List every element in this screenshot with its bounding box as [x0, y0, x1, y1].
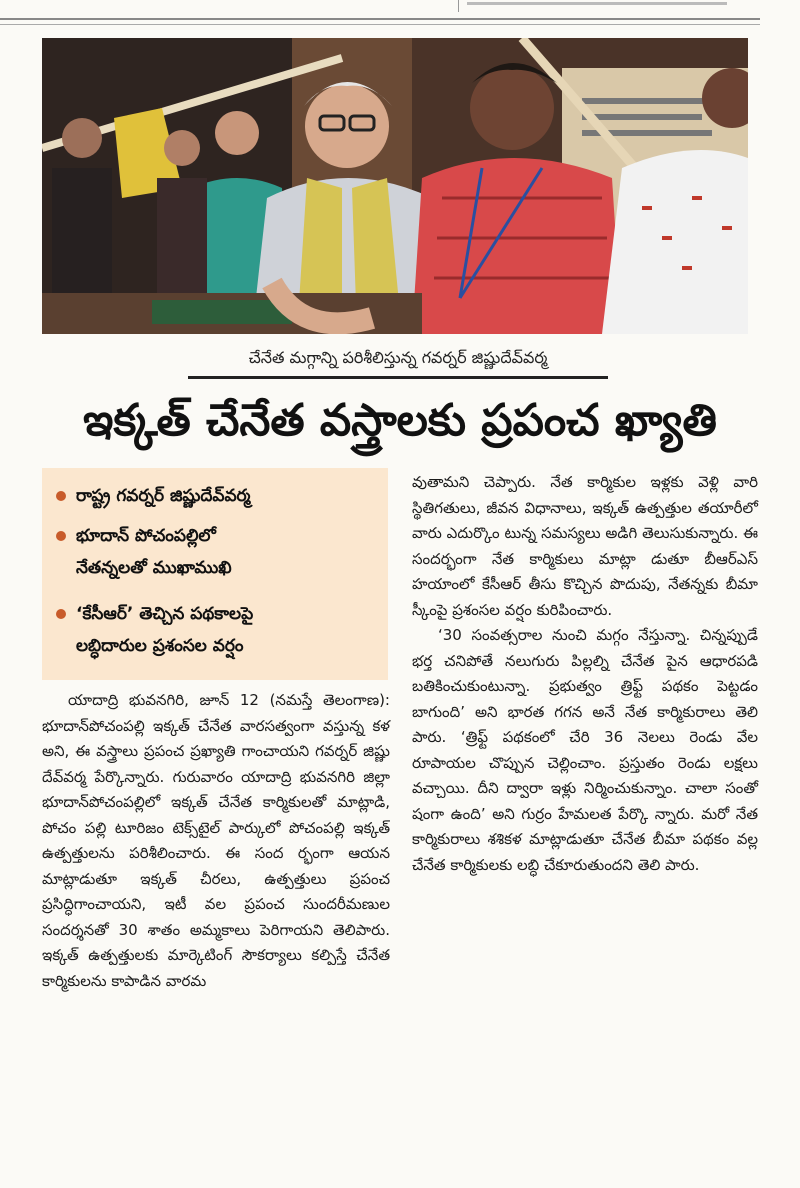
highlight-text-cont: నేతన్నలతో ముఖాముఖి: [76, 558, 232, 578]
highlight-item: [56, 598, 382, 662]
highlight-text: భూదాన్ పోచంపల్లిలో: [76, 526, 216, 546]
article-column-left: [42, 688, 390, 994]
highlight-item: [56, 520, 382, 584]
photo-caption: చేనేత మగ్గాన్ని పరిశీలిస్తున్న గవర్నర్ జిష్ణుదేవ్‌వర్మ: [188, 342, 608, 379]
article-paragraph: ‘30 సంవత్సరాల నుంచి మగ్గం నేస్తున్నా. చిన్నప్పుడే భర్త చనిపోతే నలుగురు పిల్లల్ని చేనేత పైన ఆధారపడి బతికించుకుంటున్నా. ప్రభుత్వం త్రిఫ్ట్ పథకం పెట్టడం బాగుంది’ అని భారత గగన అనే నేత కార్మికురాలు తెలి పారు. ‘త్రిఫ్ట్ పథకంలో చేరి 36 నెలలు రెండు వేల రూపాయల చొప్పున చెల్లించాం. ప్రస్తుతం రెండు లక్షలు వచ్చాయి. దీని ద్వారా ఇళ్లు నిర్మించుకున్నాం. చాలా సంతో షంగా ఉంది’ అని గుర్రం హేమలత పేర్కొ న్నారు. మరో నేత కార్మికురాలు శశికళ మాట్లాడుతూ చేనేత బీమా పథకం వల్ల చేనేత కార్మికులకు లబ్ధి చేకూరుతుందని తెలి పారు.: [412, 626, 758, 874]
highlights-box: [42, 468, 388, 680]
highlight-text: ‘కేసీఆర్’ తెచ్చిన పథకాలపై: [76, 604, 254, 624]
top-rule-thin: [0, 24, 760, 25]
top-rule: [0, 18, 760, 20]
highlight-item: [56, 480, 382, 512]
bullet-icon: [56, 609, 66, 619]
article-paragraph: యాదాద్రి భువనగిరి, జూన్ 12 (నమస్తే తెలంగాణ): భూదాన్‌పోచంపల్లి ఇక్కత్ చేనేత వారసత్వంగా వస్తున్న కళ అని, ఈ వస్త్రాలు ప్రపంచ ప్రఖ్యాతి గాంచాయని గవర్నర్ జిష్ణు దేవ్‌వర్మ పేర్కొన్నారు. గురువారం యాదాద్రి భువనగిరి జిల్లా భూదాన్‌పోచంపల్లిలో ఇక్కత్ చేనేత కార్మికులతో మాట్లాడి, పోచం పల్లి టూరిజం టెక్స్‌టైల్ పార్కులో పోచంపల్లి ఇక్కత్ ఉత్పత్తులను పరిశీలించారు. ఈ సంద ర్భంగా ఆయన మాట్లాడుతూ ఇక్కత్ చీరలు, ఉత్పత్తులు ప్రపంచ ప్రసిద్ధిగాంచాయని, ఇటీ వల ప్రపంచ సుందరీమణుల సందర్శనతో 30 శాతం అమ్మకాలు పెరిగాయని తెలిపారు. ఇక్కత్ ఉత్పత్తులకు మార్కెటింగ్ సౌకర్యాలు కల్పిస్తే చేనేత కార్మికులను కాపాడిన వారమ: [42, 691, 390, 990]
news-photo: [42, 38, 748, 334]
highlight-text-cont: లబ్ధిదారుల ప్రశంసల వర్షం: [76, 636, 244, 656]
bullet-icon: [56, 531, 66, 541]
article-paragraph: వుతామని చెప్పారు. నేత కార్మికుల ఇళ్లకు వెళ్లి వారి స్థితిగతులు, జీవన విధానాలు, ఇక్కత్ ఉత్పత్తుల తయారీలో వారు ఎదుర్కొం టున్న సమస్యలు అడిగి తెలుసుకున్నారు. ఈ సందర్భంగా నేత కార్మికులు మాట్లా డుతూ బీఆర్‌ఎస్ హయాంలో కేసీఆర్ తీసు కొచ్చిన పొదుపు, నేతన్నకు బీమా స్కీంపై ప్రశంసల వర్షం కురిపించారు.: [412, 473, 758, 619]
bullet-icon: [56, 491, 66, 501]
header-strip: [458, 0, 761, 12]
highlight-text: రాష్ట్ర గవర్నర్ జిష్ణుదేవ్‌వర్మ: [76, 486, 251, 506]
article-column-right: [412, 470, 758, 878]
headline: ఇక్కత్ చేనేత వస్త్రాలకు ప్రపంచ ఖ్యాతి: [83, 395, 717, 446]
